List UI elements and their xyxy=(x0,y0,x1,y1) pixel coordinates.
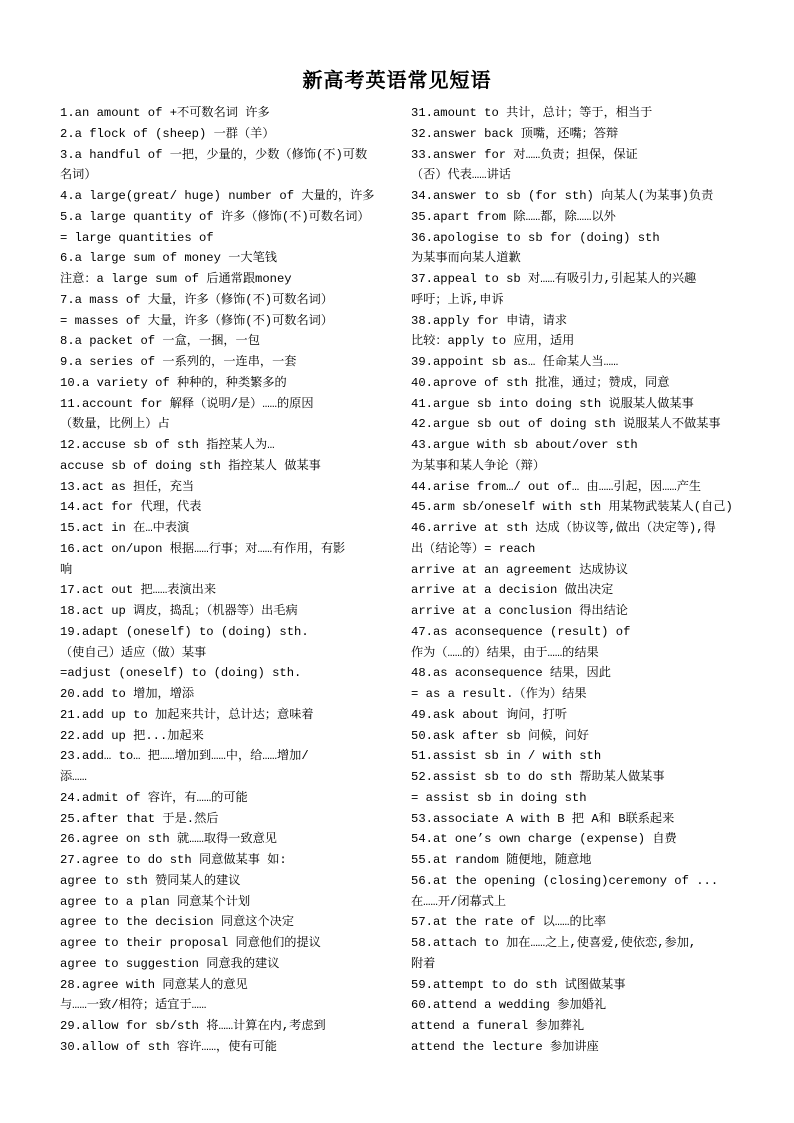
phrase-line: 12.accuse sb of sth 指控某人为… xyxy=(60,438,275,452)
phrase-line: 26.agree on sth 就……取得一致意见 xyxy=(60,832,277,847)
phrase-line: 58.attach to 加在……之上,使喜爱,使依恋,参加, xyxy=(411,936,697,950)
phrase-line: 54.at one’s own charge (expense) 自费 xyxy=(411,832,677,847)
phrase-line: agree to their proposal 同意他们的提议 xyxy=(60,936,321,950)
phrase-line: 32.answer back 顶嘴，还嘴；答辩 xyxy=(411,126,619,141)
phrase-line: 3.a handful of 一把，少量的，少数（修饰(不)可数 xyxy=(60,147,368,162)
phrase-line: （数量，比例上）占 xyxy=(60,417,170,432)
phrase-line: 2.a flock of (sheep) 一群（羊） xyxy=(60,126,275,141)
phrase-line: accuse sb of doing sth 指控某人 做某事 xyxy=(60,458,321,473)
phrase-line: 42.argue sb out of doing sth 说服某人不做某事 xyxy=(411,417,721,432)
phrase-line: 33.answer for 对……负责；担保，保证 xyxy=(411,147,638,162)
phrase-line: 60.attend a wedding 参加婚礼 xyxy=(411,998,607,1013)
phrase-line: 4.a large(great/ huge) number of 大量的，许多 xyxy=(60,189,375,203)
phrase-line: 注意：a large sum of 后通常跟money xyxy=(60,272,292,286)
phrase-line: 在……开/闭幕式上 xyxy=(411,894,507,909)
phrase-line: 附着 xyxy=(411,956,436,971)
phrase-line: 20.add to 增加，增添 xyxy=(60,687,195,701)
phrase-line: arrive at a decision 做出决定 xyxy=(411,583,614,598)
phrase-line: 41.argue sb into doing sth 说服某人做某事 xyxy=(411,396,694,411)
phrase-line: 49.ask about 询问，打听 xyxy=(411,707,568,722)
phrase-line: 8.a packet of 一盒，一捆，一包 xyxy=(60,334,260,349)
phrase-line: 6.a large sum of money 一大笔钱 xyxy=(60,251,277,266)
phrase-line: 34.answer to sb (for sth) 向某人(为某事)负责 xyxy=(411,189,714,203)
phrase-line: 44.arise from…/ out of… 由……引起，因……产生 xyxy=(411,479,702,494)
phrase-line: 15.act in 在…中表演 xyxy=(60,521,190,535)
phrase-line: = as a result.（作为）结果 xyxy=(411,687,587,701)
phrase-line: 作为（……的）结果，由于……的结果 xyxy=(411,645,599,660)
phrase-line: arrive at an agreement 达成协议 xyxy=(411,562,628,577)
phrase-line: 响 xyxy=(60,562,73,577)
phrase-line: 7.a mass of 大量，许多（修饰(不)可数名词） xyxy=(60,292,334,307)
phrase-line: 38.apply for 申请，请求 xyxy=(411,313,568,328)
phrase-line: 为某事而向某人道歉 xyxy=(411,251,521,266)
phrase-line: 30.allow of sth 容许……，使有可能 xyxy=(60,1039,277,1054)
phrase-line: = large quantities of xyxy=(60,230,214,245)
phrase-line: 23.add… to… 把……增加到……中，给……增加/ xyxy=(60,749,309,764)
phrase-line: =adjust (oneself) to (doing) sth. xyxy=(60,666,302,681)
phrase-line: 53.associate A with B 把 A和 B联系起来 xyxy=(411,811,675,826)
phrase-line: 35.apart from 除……都，除……以外 xyxy=(411,209,616,224)
phrase-line: 40.aprove of sth 批准，通过；赞成，同意 xyxy=(411,375,670,390)
phrase-line: arrive at a conclusion 得出结论 xyxy=(411,604,628,618)
phrase-line: attend the lecture 参加讲座 xyxy=(411,1039,599,1054)
phrase-line: agree to the decision 同意这个决定 xyxy=(60,915,295,930)
phrase-line: 52.assist sb to do sth 帮助某人做某事 xyxy=(411,770,665,784)
phrase-line: 59.attempt to do sth 试图做某事 xyxy=(411,977,626,992)
phrase-line: 46.arrive at sth 达成（协议等,做出（决定等),得 xyxy=(411,521,716,535)
phrase-line: 呼吁；上诉,申诉 xyxy=(411,292,504,307)
phrase-line: = assist sb in doing sth xyxy=(411,790,587,805)
phrase-line: 19.adapt (oneself) to (doing) sth. xyxy=(60,624,309,639)
phrase-line: 51.assist sb in / with sth xyxy=(411,749,602,764)
right-column xyxy=(411,103,741,1058)
phrase-line: （使自己）适应（做）某事 xyxy=(60,645,207,660)
phrase-line: 16.act on/upon 根据……行事；对……有作用，有影 xyxy=(60,541,346,556)
phrase-line: 56.at the opening (closing)ceremony of ... xyxy=(411,873,719,888)
phrase-line: agree to a plan 同意某个计划 xyxy=(60,894,251,909)
phrase-line: 1.an amount of +不可数名词 许多 xyxy=(60,106,270,120)
phrase-line: 9.a series of 一系列的，一连串，一套 xyxy=(60,355,297,369)
phrase-line: 43.argue with sb about/over sth xyxy=(411,438,638,452)
phrase-line: 比较：apply to 应用，适用 xyxy=(411,334,575,349)
phrase-line: 55.at random 随便地，随意地 xyxy=(411,853,592,867)
phrase-line: 25.after that 于是.然后 xyxy=(60,811,219,826)
phrase-line: 添…… xyxy=(60,770,87,784)
phrase-line: （否）代表……讲话 xyxy=(411,168,511,183)
phrase-line: 45.arm sb/oneself with sth 用某物武装某人(自己) xyxy=(411,500,733,515)
phrase-line: 29.allow for sb/sth 将……计算在内,考虑到 xyxy=(60,1019,326,1033)
phrase-line: 13.act as 担任，充当 xyxy=(60,479,195,494)
phrase-line: 24.admit of 容许，有……的可能 xyxy=(60,790,248,805)
phrase-line: 17.act out 把……表演出来 xyxy=(60,583,217,598)
phrase-line: 31.amount to 共计，总计；等于，相当于 xyxy=(411,106,653,120)
phrase-line: 28.agree with 同意某人的意见 xyxy=(60,977,248,992)
phrase-line: 27.agree to do sth 同意做某事 如: xyxy=(60,853,287,867)
phrase-line: 与……一致/相符；适宜于…… xyxy=(60,998,207,1013)
phrase-line: 22.add up 把...加起来 xyxy=(60,728,204,743)
phrase-line: 36.apologise to sb for (doing) sth xyxy=(411,230,660,245)
phrase-line: agree to sth 赞同某人的建议 xyxy=(60,873,241,888)
phrase-line: agree to suggestion 同意我的建议 xyxy=(60,956,280,971)
phrase-line: 出（结论等）= reach xyxy=(411,541,536,556)
phrase-line: 39.appoint sb as… 任命某人当…… xyxy=(411,355,619,369)
left-column xyxy=(60,103,392,1058)
phrase-line: 37.appeal to sb 对……有吸引力,引起某人的兴趣 xyxy=(411,272,697,286)
phrase-line: 21.add up to 加起来共计，总计达；意味着 xyxy=(60,707,314,722)
phrase-line: 57.at the rate of 以……的比率 xyxy=(411,915,607,930)
phrase-line: 为某事和某人争论（辩） xyxy=(411,458,546,473)
phrase-line: 5.a large quantity of 许多（修饰(不)可数名词） xyxy=(60,209,370,224)
phrase-line: = masses of 大量，许多（修饰(不)可数名词） xyxy=(60,313,334,328)
phrase-line: 11.account for 解释（说明/是）……的原因 xyxy=(60,396,314,411)
phrase-line: 名词） xyxy=(60,168,97,183)
phrase-line: attend a funeral 参加葬礼 xyxy=(411,1019,585,1033)
phrase-line: 47.as aconsequence (result) of xyxy=(411,624,631,639)
phrase-line: 10.a variety of 种种的，种类繁多的 xyxy=(60,375,287,390)
phrase-line: 48.as aconsequence 结果，因此 xyxy=(411,666,611,681)
document-title: 新高考英语常见短语 xyxy=(302,68,492,92)
phrase-line: 50.ask after sb 问候，问好 xyxy=(411,728,589,743)
phrase-line: 14.act for 代理，代表 xyxy=(60,500,202,515)
phrase-line: 18.act up 调皮，捣乱；（机器等）出毛病 xyxy=(60,604,298,618)
